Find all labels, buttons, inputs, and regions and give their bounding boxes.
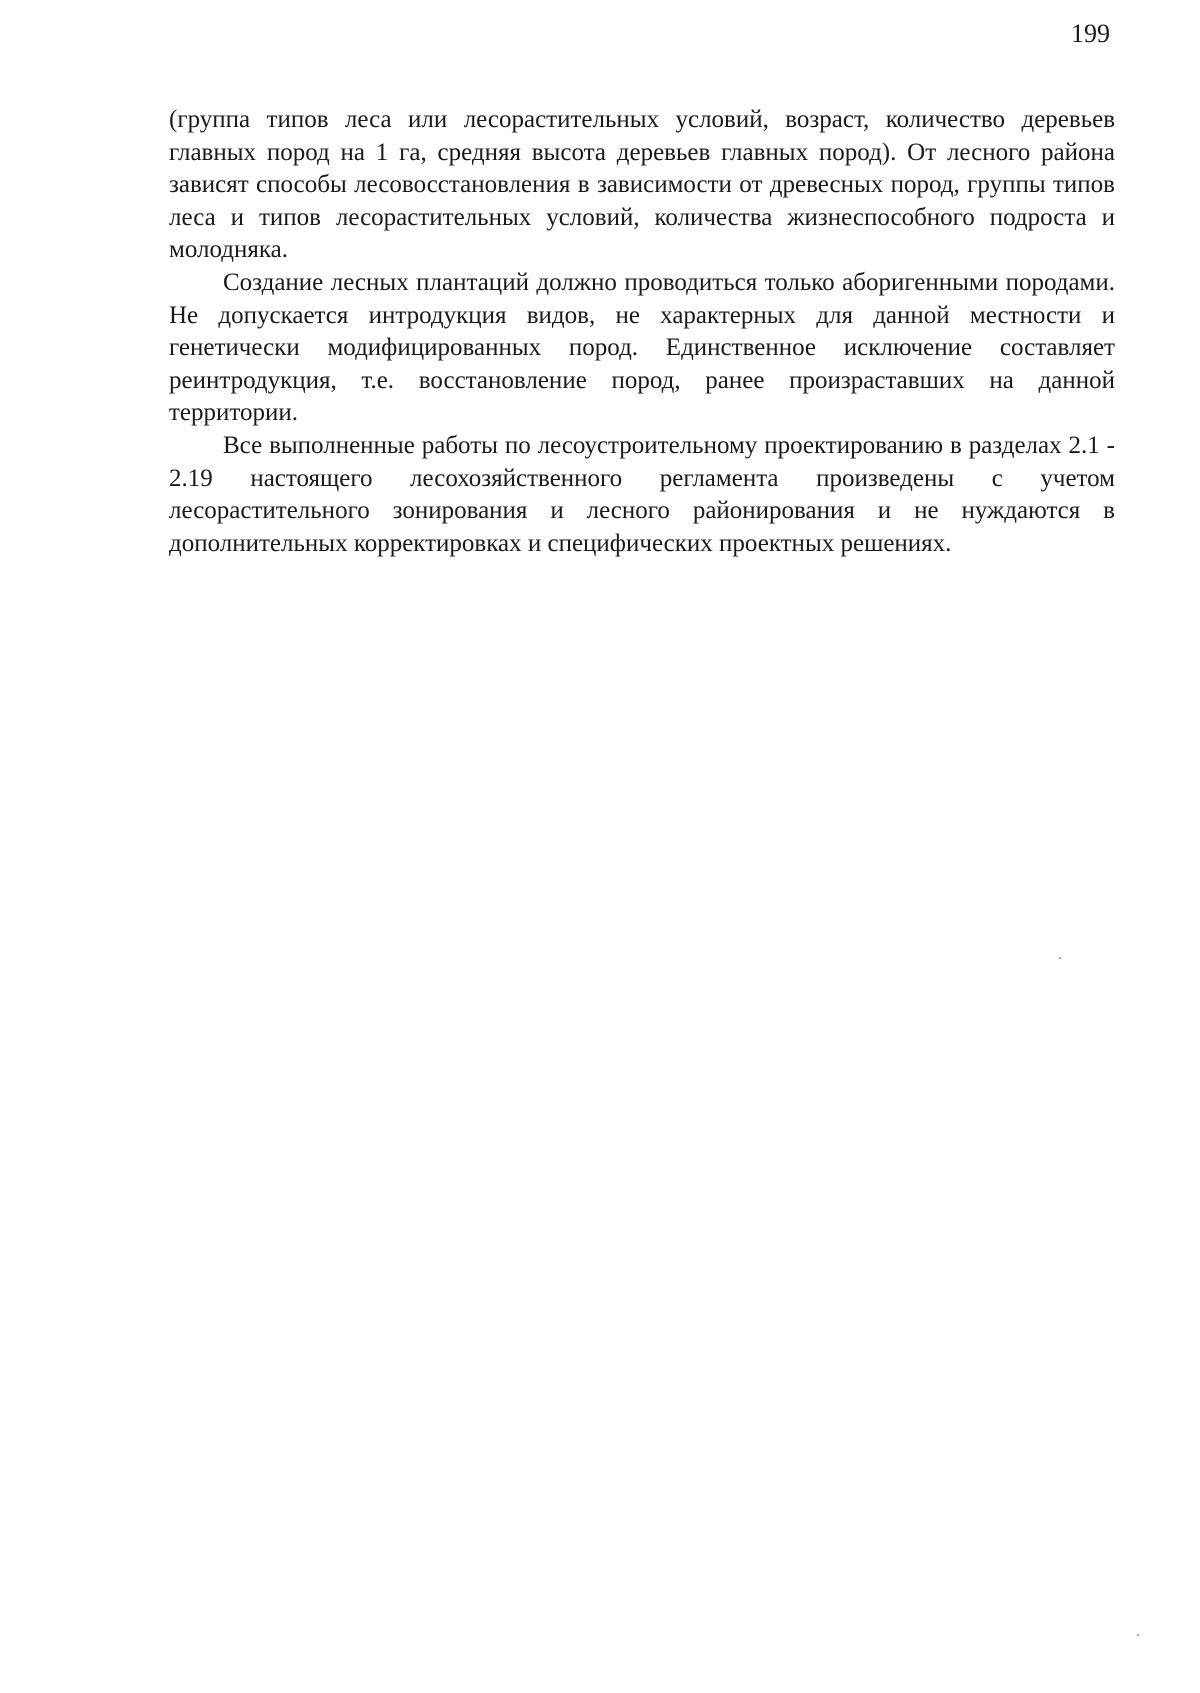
paragraph-forest-management-works: Все выполненные работы по лесоустроительному проектированию в разделах 2.1 - 2.19 настоящего лесохозяйственного регламента произведены с учетом лесорастительного зонирования и лесного районирования и не нуждаются в дополнительных корректировках и специфических проектных решениях. [169, 431, 1115, 557]
page-number: 199 [1071, 19, 1110, 48]
scan-speck [1059, 957, 1061, 959]
scan-speck [1137, 1634, 1139, 1636]
paragraph-continuation: (группа типов леса или лесорастительных условий, возраст, количество деревьев главных пород на 1 га, средняя высота деревьев главных пород). От лесного района зависят способы лесовосстановления в зависимости от древесных пород, группы типов леса и типов лесорастительных условий, количества жизнеспособного подроста и молодняка. [169, 106, 1115, 264]
body-text [169, 104, 1115, 560]
paragraph-forest-plantations: Создание лесных плантаций должно проводиться только аборигенными породами. Не допускается интродукция видов, не характерных для данной местности и генетически модифицированных пород. Единственное исключение составляет реинтродукция, т.е. восстановление пород, ранее произраставших на данной территории. [169, 268, 1115, 427]
